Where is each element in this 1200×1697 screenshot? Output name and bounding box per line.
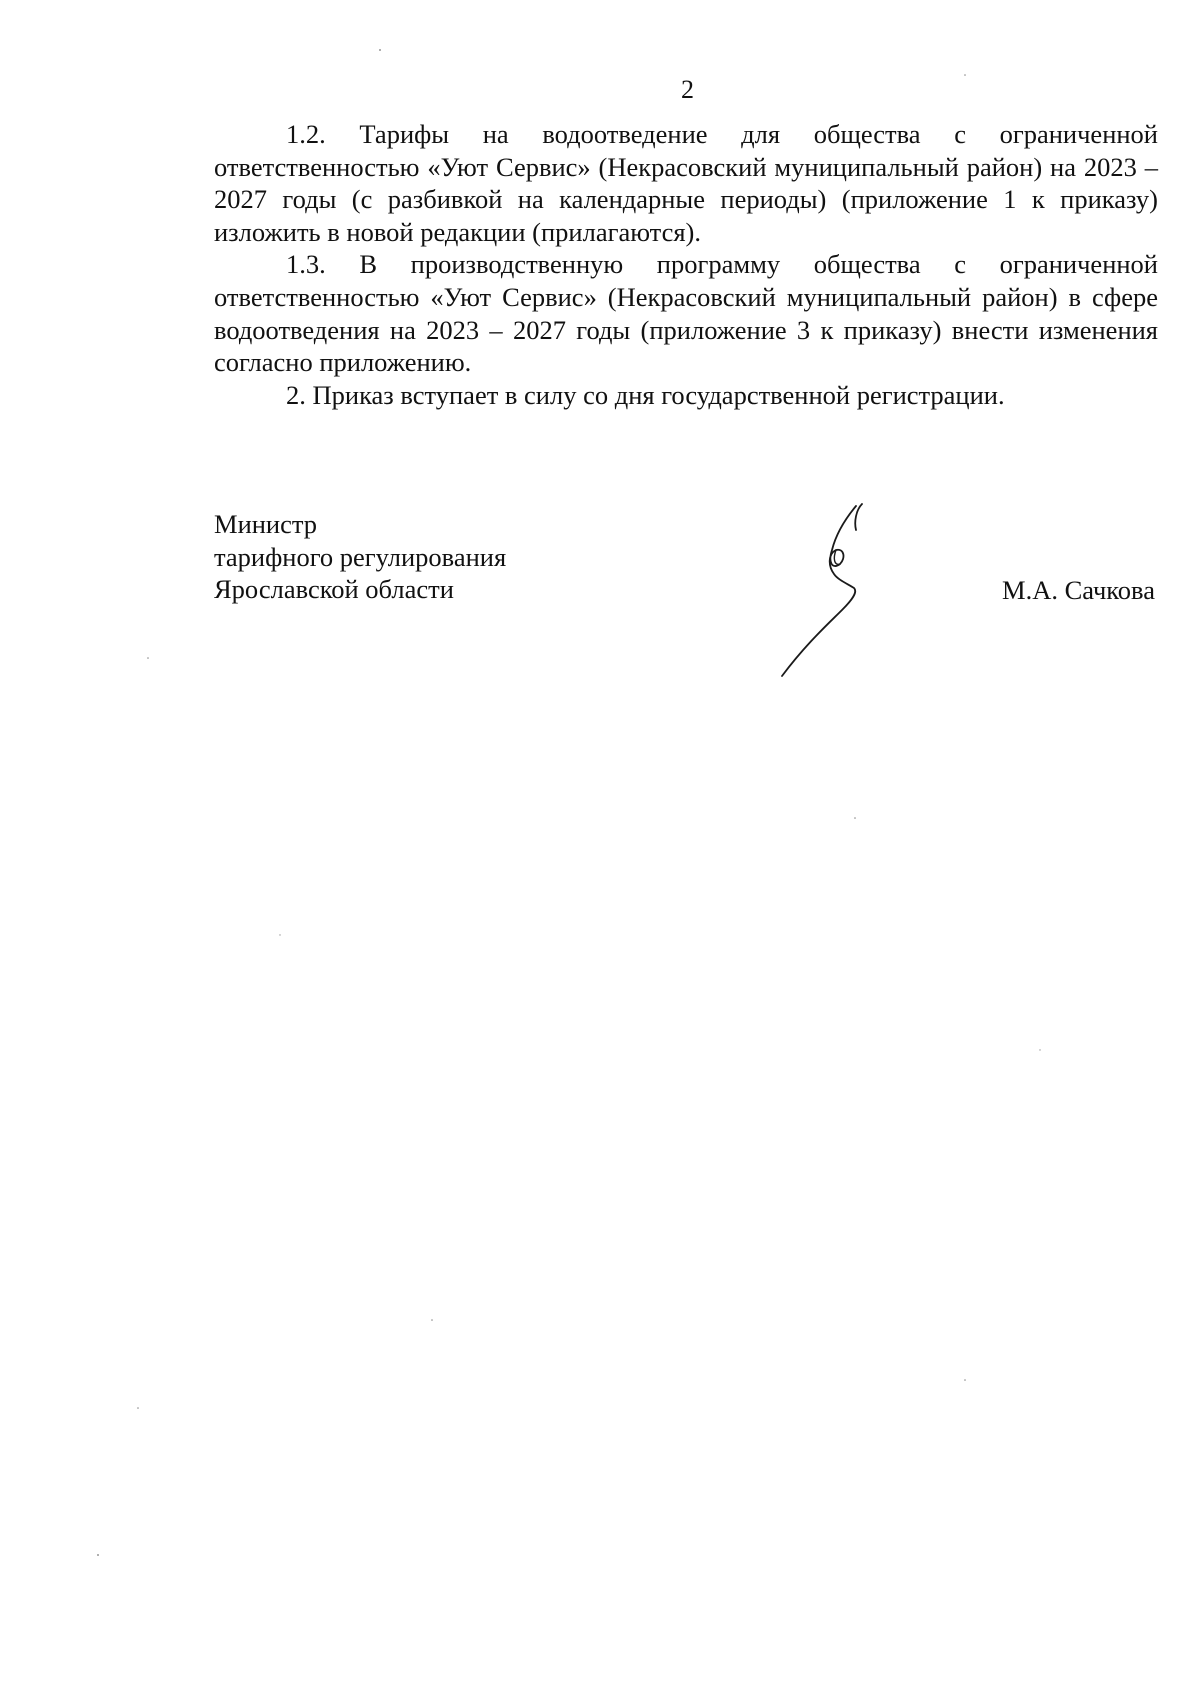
signatory-title-line: Ярославской области: [214, 574, 454, 605]
document-body: [214, 118, 1158, 411]
paragraph-1-2: 1.2. Тарифы на водоотведение для общества с ограниченной ответственностью «Уют Сервис» (Некрасовский муниципальный район) на 2023 – 2027 годы (с разбивкой на календарные периоды) (приложение 1 к приказу) изложить в новой редакции (прилагаются).: [214, 119, 1158, 247]
paragraph-2: 2. Приказ вступает в силу со дня государственной регистрации.: [286, 379, 1005, 410]
signatory-name: М.А. Сачкова: [1002, 575, 1155, 605]
page-number: 2: [681, 75, 694, 104]
signatory-title-line: Министр: [214, 509, 318, 539]
handwritten-signature: [770, 500, 880, 680]
signatory-title: [214, 508, 506, 606]
paragraph-1-3: 1.3. В производственную программу общества с ограниченной ответственностью «Уют Сервис» (Некрасовский муниципальный район) в сфере водоотведения на 2023 – 2027 годы (приложение 3 к приказу) внести изменения согласно приложению.: [214, 249, 1158, 378]
signatory-title-line: тарифного регулирования: [214, 541, 507, 572]
